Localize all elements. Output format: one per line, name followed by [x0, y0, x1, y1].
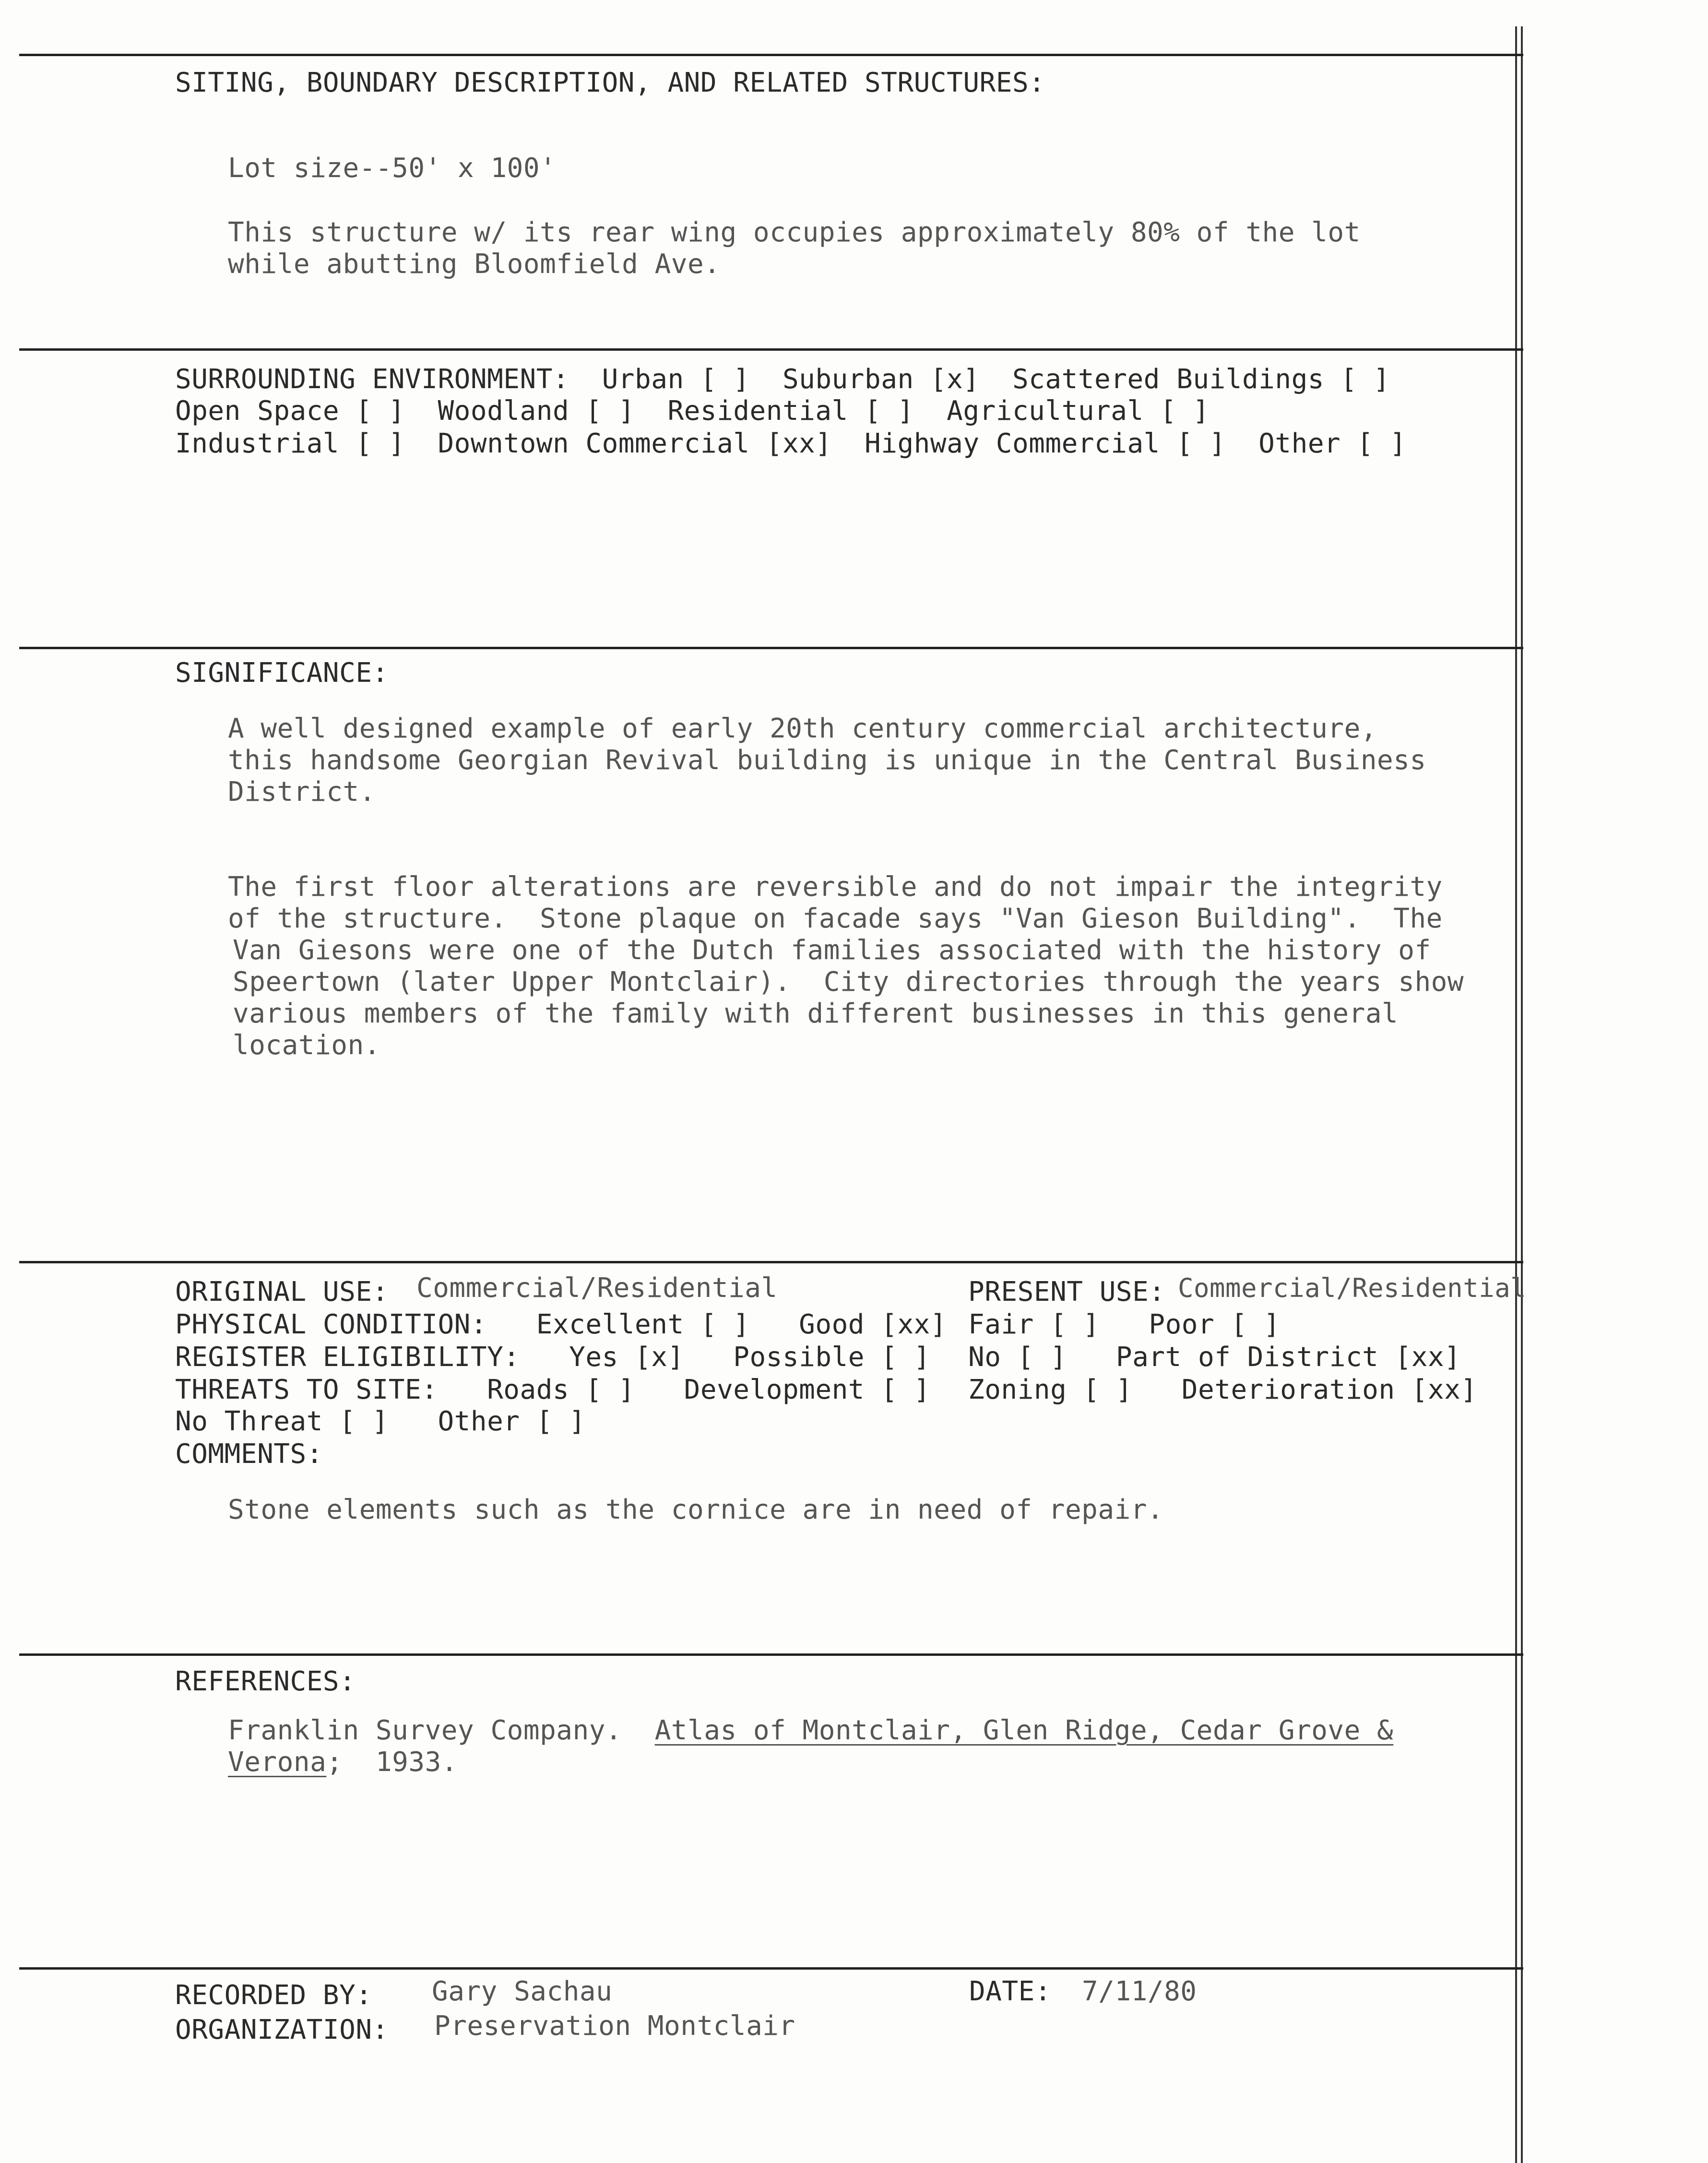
siting-description-line: This structure w/ its rear wing occupies approximately 80% of the lot [228, 217, 1361, 248]
lot-size-text: Lot size--50' x 100' [228, 153, 557, 184]
environment-line: SURROUNDING ENVIRONMENT: Urban [ ] Suburban [x] Scattered Buildings [ ] [175, 364, 1390, 395]
present-use-label: PRESENT USE: [968, 1276, 1165, 1307]
significance-line: District. [228, 776, 376, 808]
significance-line: location. [233, 1030, 380, 1061]
date-label: DATE: [969, 1976, 1052, 2007]
significance-line: Speertown (later Upper Montclair). City directories through the years show [233, 966, 1464, 998]
reference-title-cont: Verona [228, 1747, 327, 1778]
threats-line-right: Zoning [ ] Deterioration [xx] [968, 1374, 1477, 1405]
organization-value: Preservation Montclair [434, 2010, 795, 2042]
date-value: 7/11/80 [1082, 1976, 1197, 2007]
section-divider [19, 348, 1523, 351]
section-divider [19, 1261, 1523, 1263]
reference-entry-cont [228, 1747, 458, 1778]
significance-heading: SIGNIFICANCE: [175, 657, 389, 689]
significance-line: The first floor alterations are reversible and do not impair the integrity [228, 871, 1443, 903]
section-divider [19, 1653, 1523, 1656]
right-border-line-inner [1515, 26, 1517, 2163]
physical-condition-line: PHYSICAL CONDITION: Excellent [ ] Good [xx] [175, 1309, 947, 1340]
reference-author: Franklin Survey Company. [228, 1715, 622, 1746]
register-eligibility-line: REGISTER ELIGIBILITY: Yes [x] Possible [ ] [175, 1342, 930, 1373]
recorded-by-label: RECORDED BY: [175, 1980, 372, 2011]
significance-line: Van Giesons were one of the Dutch families associated with the history of [233, 935, 1431, 966]
reference-title: Atlas of Montclair, Glen Ridge, Cedar Grove & [654, 1715, 1394, 1746]
physical-condition-line-right: Fair [ ] Poor [ ] [968, 1309, 1281, 1340]
siting-heading: SITING, BOUNDARY DESCRIPTION, AND RELATED STRUCTURES: [175, 67, 1045, 98]
environment-line: Industrial [ ] Downtown Commercial [xx] Highway Commercial [ ] Other [ ] [175, 428, 1407, 459]
section-divider [19, 647, 1523, 649]
environment-line: Open Space [ ] Woodland [ ] Residential [ ] Agricultural [ ] [175, 395, 1210, 427]
significance-line: A well designed example of early 20th century commercial architecture, [228, 713, 1377, 744]
reference-entry [228, 1715, 1393, 1747]
section-divider [19, 1967, 1523, 1970]
significance-line: various members of the family with different businesses in this general [233, 998, 1399, 1029]
present-use-value: Commercial/Residential [1178, 1273, 1527, 1303]
significance-line: this handsome Georgian Revival building is unique in the Central Business [228, 745, 1426, 776]
organization-label: ORGANIZATION: [175, 2014, 389, 2045]
recorded-by-value: Gary Sachau [432, 1976, 613, 2007]
comments-text: Stone elements such as the cornice are in need of repair. [228, 1494, 1164, 1525]
references-heading: REFERENCES: [175, 1666, 356, 1697]
threats-line-2: No Threat [ ] Other [ ] [175, 1406, 586, 1437]
siting-description-line: while abutting Bloomfield Ave. [228, 249, 721, 280]
threats-line: THREATS TO SITE: Roads [ ] Development [ ] [175, 1374, 930, 1405]
original-use-value: Commercial/Residential [416, 1272, 778, 1304]
comments-label: COMMENTS: [175, 1438, 323, 1470]
reference-year: ; 1933. [326, 1747, 458, 1778]
register-eligibility-line-right: No [ ] Part of District [xx] [968, 1342, 1461, 1373]
right-border-line-outer [1521, 26, 1523, 2163]
original-use-label: ORIGINAL USE: [175, 1276, 389, 1307]
significance-line: of the structure. Stone plaque on facade says "Van Gieson Building". The [228, 903, 1443, 934]
section-divider [19, 54, 1523, 56]
